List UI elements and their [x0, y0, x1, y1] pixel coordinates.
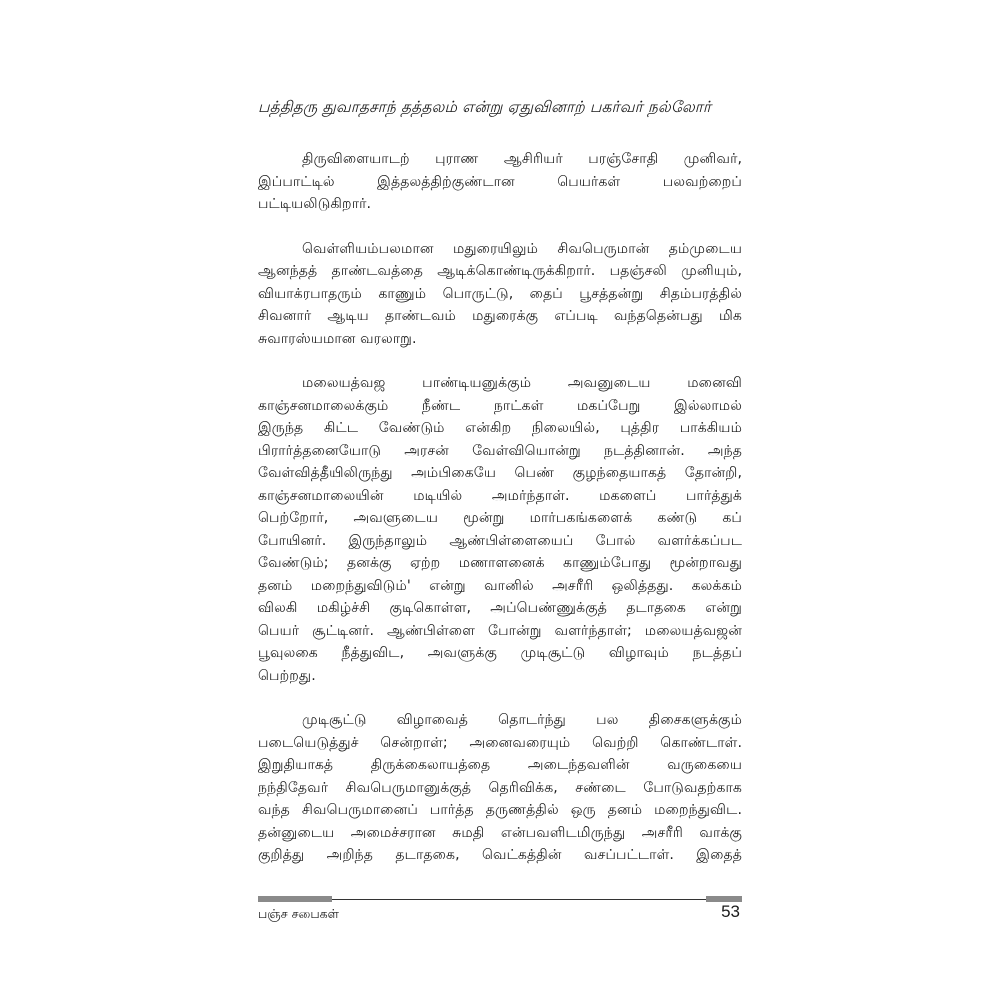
text-line: படையெடுத்துச் சென்றாள்; அனைவரையும் வெற்றி கொண்டாள். — [258, 734, 742, 751]
text-line: விலகி மகிழ்ச்சி குடிகொள்ள, அப்பெண்ணுக்குத் தடாதகை என்று — [258, 600, 742, 616]
text-line: சிவனார் ஆடிய தாண்டவம் மதுரைக்கு எப்படி வந்ததென்பது மிக — [258, 308, 742, 324]
paragraph — [258, 372, 742, 687]
text-line: வியாக்ரபாதரும் காணும் பொருட்டு, தைப் பூசத்தன்று சிதம்பரத்தில் — [258, 285, 742, 302]
text-line: பிரார்த்தனையோடு அரசன் வேள்வியொன்று நடத்தினான். அந்த — [258, 442, 742, 459]
text-line: இருந்த கிட்ட வேண்டும் என்கிற நிலையில், புத்திர பாக்கியம் — [258, 420, 742, 436]
text-line: காஞ்சனமாலையின் மடியில் அமர்ந்தாள். மகளைப் பார்த்துக் — [258, 487, 742, 504]
verse-line: பத்திதரு துவாதசாந் தத்தலம் என்று ஏதுவினாற் பகர்வர் நல்லோர் — [258, 98, 712, 116]
text-line: வேள்வித்தீயிலிருந்து அம்பிகையே பெண் குழந்தையாகத் தோன்றி, — [258, 465, 742, 481]
text-line: பட்டியலிடுகிறார். — [258, 196, 372, 212]
footer-rule-left-accent — [258, 896, 332, 902]
text-line: வெள்ளியம்பலமான மதுரையிலும் சிவபெருமான் தம்முடைய — [302, 240, 742, 257]
text-line: போயினர். இருந்தாலும் ஆண்பிள்ளையைப் போல் வளர்க்கப்பட — [258, 532, 742, 549]
book-page — [258, 0, 742, 1000]
text-line: தன்னுடைய அமைச்சரான சுமதி என்பவளிடமிருந்து அசரீரி வாக்கு — [258, 824, 742, 841]
text-line: குறித்து அறிந்த தடாதகை, வெட்கத்தின் வசப்பட்டாள். இதைத் — [258, 847, 742, 863]
text-line: வந்த சிவபெருமானைப் பார்த்த தருணத்தில் ஒரு தனம் மறைந்துவிட. — [258, 802, 742, 818]
page-number: 53 — [721, 902, 740, 921]
text-line: இறுதியாகத் திருக்கைலாயத்தை அடைந்தவளின் வருகையை — [258, 757, 742, 773]
text-line: தனம் மறைந்துவிடும்' என்று வானில் அசரீரி ஒலித்தது. கலக்கம் — [258, 577, 742, 594]
body-text — [258, 148, 742, 889]
text-line: நந்திதேவர் சிவபெருமானுக்குத் தெரிவிக்க, சண்டை போடுவதற்காக — [258, 779, 742, 796]
footer-rule — [258, 896, 742, 903]
text-line: முடிசூட்டு விழாவைத் தொடர்ந்து பல திசைகளுக்கும் — [302, 712, 742, 728]
text-line: மலையத்வஜ பாண்டியனுக்கும் அவனுடைய மனைவி — [302, 375, 742, 391]
paragraph — [258, 709, 742, 867]
running-footer-title: பஞ்ச சபைகள் — [258, 906, 339, 921]
paragraph — [258, 238, 742, 351]
text-line: பெற்றோர், அவளுடைய மூன்று மார்பகங்களைக் கண்டு கப் — [258, 510, 742, 526]
paragraph — [258, 148, 742, 216]
text-line: ஆனந்தத் தாண்டவத்தை ஆடிக்கொண்டிருக்கிறார். பதஞ்சலி முனியும், — [258, 263, 742, 279]
text-line: பெற்றது. — [258, 667, 316, 684]
text-line: பூவுலகை நீத்துவிட, அவளுக்கு முடிசூட்டு விழாவும் நடத்தப் — [258, 645, 742, 661]
text-line: பெயர் சூட்டினர். ஆண்பிள்ளை போன்று வளர்ந்தாள்; மலையத்வஜன் — [258, 622, 742, 639]
text-line: சுவாரஸ்யமான வரலாறு. — [258, 330, 417, 347]
text-line: இப்பாட்டில் இத்தலத்திற்குண்டான பெயர்கள் பலவற்றைப் — [258, 173, 742, 190]
text-line: திருவிளையாடற் புராண ஆசிரியர் பரஞ்சோதி முனிவர், — [302, 151, 742, 167]
text-line: காஞ்சனமாலைக்கும் நீண்ட நாட்கள் மகப்பேறு இல்லாமல் — [258, 397, 742, 414]
text-line: வேண்டும்; தனக்கு ஏற்ற மணாளனைக் காணும்போது மூன்றாவது — [258, 555, 742, 571]
